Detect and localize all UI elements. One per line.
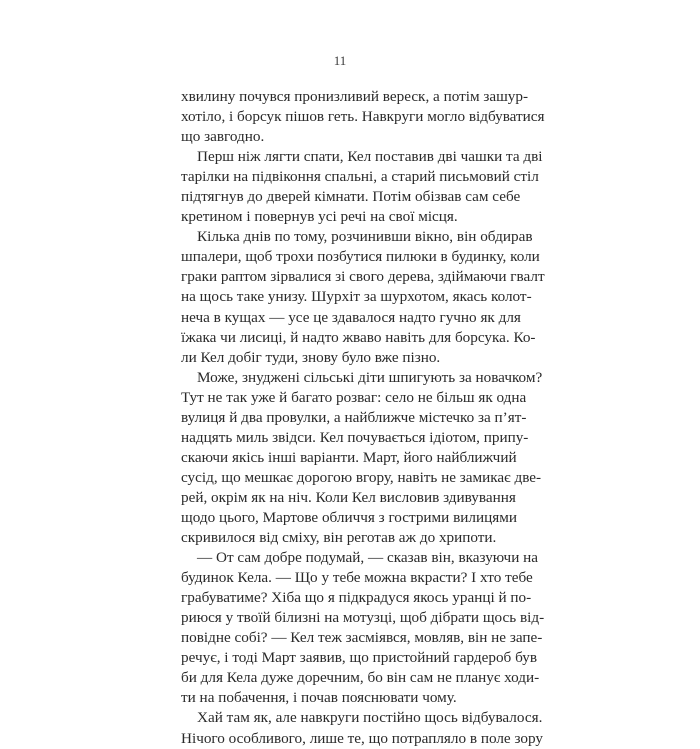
- text-line: риюся у твоїй білизні на мотузці, щоб дібрати щось від-: [181, 609, 545, 627]
- text-line: хотіло, і борсук пішов геть. Навкруги могло відбуватися: [181, 108, 545, 126]
- text-line: будинок Кела. — Що у тебе можна вкрасти? І хто тебе: [181, 569, 533, 587]
- text-line: граки раптом зірвалися зі свого дерева, здіймаючи гвалт: [181, 268, 545, 286]
- text-line: грабуватиме? Хіба що я підкрадуся якось уранці й по-: [181, 589, 532, 607]
- page-number: 11: [333, 53, 347, 68]
- text-line: надцять миль звідси. Кел почувається ідіотом, припу-: [181, 428, 529, 446]
- text-line: Кілька днів по тому, розчинивши вікно, він обдирав: [197, 228, 533, 246]
- text-line: тарілки на підвіконня спальні, а старий письмовий стіл: [181, 168, 539, 186]
- text-line: шпалери, щоб трохи позбутися пилюки в будинку, коли: [181, 248, 540, 266]
- text-line: неча в кущах — усе це здавалося надто гучно як для: [181, 308, 521, 326]
- text-line: підтягнув до дверей кімнати. Потім обізвав сам себе: [181, 188, 521, 206]
- text-line: — От сам добре подумай, — сказав він, вказуючи на: [197, 549, 538, 567]
- text-line: речує, і тоді Март заявив, що пристойний гардероб був: [181, 649, 537, 667]
- text-line: ли Кел добіг туди, знову було вже пізно.: [181, 348, 441, 366]
- text-line: Нічого особливого, лише те, що потрапляло в поле зору: [181, 729, 543, 747]
- text-line: Тут не так уже й багато розваг: село не більш як одна: [181, 388, 527, 406]
- text-line: скривилося від сміху, він реготав аж до хрипоти.: [181, 529, 497, 547]
- text-line: рей, окрім як на ніч. Коли Кел висловив здивування: [181, 488, 516, 506]
- text-line: кретином і повернув усі речі на свої місця.: [181, 208, 458, 226]
- text-line: сусід, що мешкає дорогою вгору, навіть не замикає две-: [181, 468, 542, 486]
- text-line: хвилину почувся пронизливий вереск, а потім зашур-: [181, 88, 529, 105]
- text-line: ти на побачення, і почав пояснювати чому.: [181, 689, 457, 707]
- text-line: на щось таке унизу. Шурхіт за шурхотом, якась колот-: [181, 288, 532, 306]
- text-line: Може, знуджені сільські діти шпигують за новачком?: [197, 368, 543, 386]
- text-line: повідне собі? — Кел теж засміявся, мовляв, він не запе-: [181, 629, 543, 647]
- body-text: [181, 87, 545, 749]
- text-line: що завгодно.: [181, 128, 265, 146]
- text-line: щодо цього, Мартове обличчя з гострими вилицями: [181, 508, 517, 526]
- text-line: вулиця й два провулки, а найближче містечко за п’ят-: [181, 408, 527, 426]
- text-line: Хай там як, але навкруги постійно щось відбувалося.: [197, 709, 543, 727]
- text-line: скаючи якісь інші варіанти. Март, його найближчий: [181, 448, 517, 466]
- text-line: би для Кела дуже доречним, бо він сам не планує ходи-: [181, 669, 540, 687]
- text-line: їжака чи лисиці, й надто жваво навіть для борсука. Ко-: [181, 328, 536, 346]
- text-line: Перш ніж лягти спати, Кел поставив дві чашки та дві: [197, 148, 543, 166]
